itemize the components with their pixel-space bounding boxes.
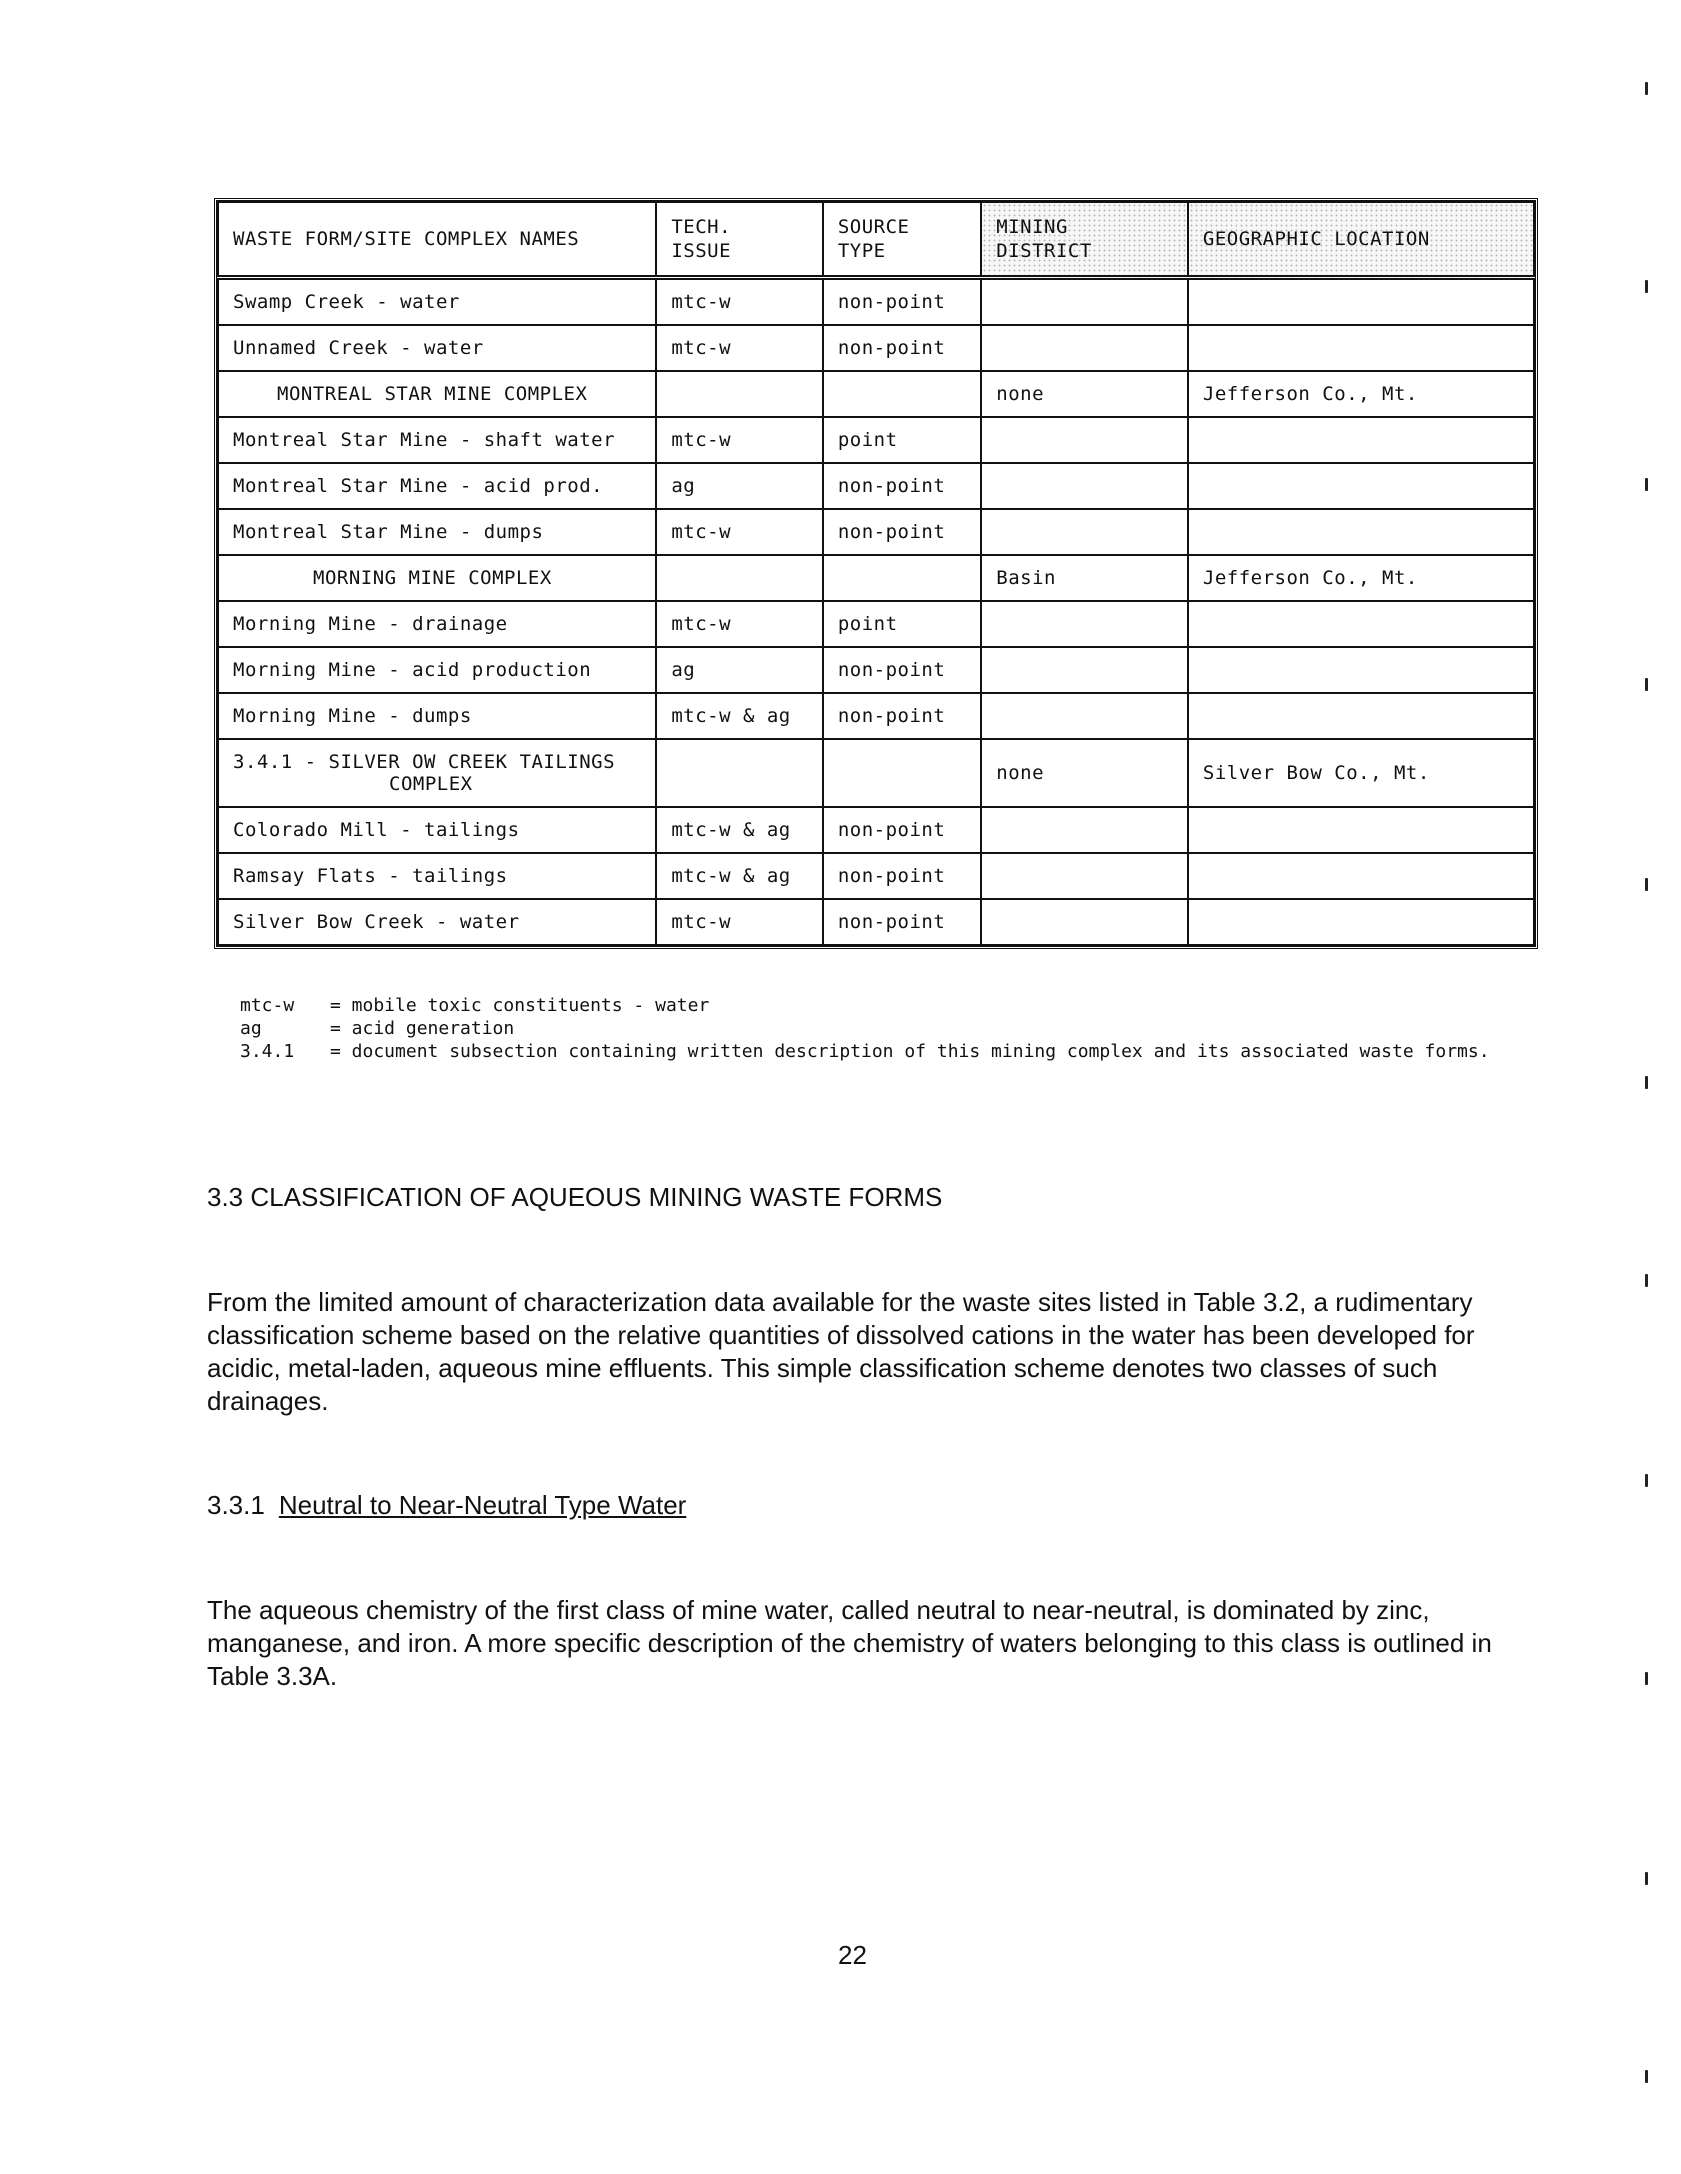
table-footnotes (240, 994, 1540, 1063)
scan-edge-mark (1645, 82, 1648, 95)
footnote-key: 3.4.1 (240, 1041, 295, 1062)
table-row (218, 601, 1534, 647)
header-geographic-location: GEOGRAPHIC LOCATION (1188, 202, 1534, 278)
footnote (240, 1017, 1540, 1040)
cell-district: none (981, 739, 1188, 807)
subsection-title: Neutral to Near-Neutral Type Water (278, 1490, 687, 1520)
cell-name: Silver Bow Creek - water (218, 899, 656, 945)
cell-district (981, 601, 1188, 647)
page-number: 22 (838, 1940, 867, 1970)
cell-tech (656, 555, 823, 601)
footnote-text: = mobile toxic constituents - water (330, 995, 710, 1016)
cell-tech: mtc-w & ag (656, 693, 823, 739)
scan-edge-mark (1645, 478, 1648, 491)
cell-name: Swamp Creek - water (218, 278, 656, 326)
cell-district (981, 807, 1188, 853)
cell-district (981, 463, 1188, 509)
scan-edge-mark (1645, 1872, 1648, 1885)
subsection-number: 3.3.1 (207, 1490, 265, 1520)
table-header-row (218, 202, 1534, 278)
cell-location (1188, 278, 1534, 326)
cell-district (981, 647, 1188, 693)
table-row (218, 371, 1534, 417)
cell-location (1188, 463, 1534, 509)
scan-edge-mark (1645, 1274, 1648, 1287)
cell-name: Montreal Star Mine - shaft water (218, 417, 656, 463)
table-row (218, 555, 1534, 601)
cell-name: Morning Mine - acid production (218, 647, 656, 693)
cell-location (1188, 853, 1534, 899)
table-row (218, 647, 1534, 693)
header-source-type: SOURCE TYPE (823, 202, 981, 278)
cell-source: non-point (823, 325, 981, 371)
cell-location (1188, 417, 1534, 463)
table-row (218, 693, 1534, 739)
cell-tech: ag (656, 647, 823, 693)
section-title: 3.3 CLASSIFICATION OF AQUEOUS MINING WASTE FORMS (207, 1182, 943, 1212)
cell-source: point (823, 417, 981, 463)
cell-name: 3.4.1 - SILVER OW CREEK TAILINGS COMPLEX (218, 739, 656, 807)
table-row (218, 899, 1534, 945)
cell-source: non-point (823, 463, 981, 509)
table-row (218, 325, 1534, 371)
waste-form-table (217, 201, 1535, 946)
cell-source (823, 555, 981, 601)
cell-name: Ramsay Flats - tailings (218, 853, 656, 899)
cell-name: Morning Mine - dumps (218, 693, 656, 739)
scan-edge-mark (1645, 678, 1648, 691)
cell-district: Basin (981, 555, 1188, 601)
cell-name: Colorado Mill - tailings (218, 807, 656, 853)
cell-location (1188, 509, 1534, 555)
cell-district (981, 325, 1188, 371)
cell-location (1188, 601, 1534, 647)
cell-location (1188, 647, 1534, 693)
footnote-key: mtc-w (240, 995, 295, 1016)
header-mining-district: MINING DISTRICT (981, 202, 1188, 278)
header-waste-form: WASTE FORM/SITE COMPLEX NAMES (218, 202, 656, 278)
cell-tech: ag (656, 463, 823, 509)
cell-source: non-point (823, 693, 981, 739)
cell-source: non-point (823, 647, 981, 693)
footnote-text: = document subsection containing written description of this mining complex and its associated waste forms. (330, 1041, 1490, 1062)
paragraph-neutral-water: The aqueous chemistry of the first class of mine water, called neutral to near-neutral, is dominated by zinc, manganese, and iron. A more specific description of the chemistry of waters belonging to this class is outlined in Table 3.3A. (207, 1595, 1492, 1691)
table-row (218, 278, 1534, 326)
cell-district (981, 509, 1188, 555)
footnote (240, 994, 1540, 1017)
cell-tech: mtc-w (656, 278, 823, 326)
cell-source: non-point (823, 853, 981, 899)
table-row (218, 417, 1534, 463)
cell-source: non-point (823, 807, 981, 853)
table-row (218, 509, 1534, 555)
waste-table-frame (214, 198, 1538, 949)
cell-tech: mtc-w (656, 509, 823, 555)
scan-edge-mark (1645, 878, 1648, 891)
scan-edge-mark (1645, 1076, 1648, 1089)
cell-source: non-point (823, 509, 981, 555)
scan-edge-mark (1645, 1672, 1648, 1685)
cell-location: Silver Bow Co., Mt. (1188, 739, 1534, 807)
footnote (240, 1040, 1540, 1063)
cell-source: non-point (823, 899, 981, 945)
cell-name: MORNING MINE COMPLEX (218, 555, 656, 601)
cell-name: Montreal Star Mine - dumps (218, 509, 656, 555)
cell-location (1188, 693, 1534, 739)
cell-source (823, 739, 981, 807)
scan-edge-mark (1645, 280, 1648, 293)
cell-name: Morning Mine - drainage (218, 601, 656, 647)
cell-district (981, 417, 1188, 463)
footnote-key: ag (240, 1018, 262, 1039)
cell-source: point (823, 601, 981, 647)
table-row (218, 463, 1534, 509)
scan-edge-mark (1645, 1474, 1648, 1487)
cell-location (1188, 899, 1534, 945)
cell-location: Jefferson Co., Mt. (1188, 371, 1534, 417)
table-row (218, 739, 1534, 807)
cell-district (981, 693, 1188, 739)
cell-tech: mtc-w (656, 417, 823, 463)
header-tech-issue: TECH. ISSUE (656, 202, 823, 278)
cell-tech: mtc-w & ag (656, 807, 823, 853)
cell-district (981, 278, 1188, 326)
paragraph-intro: From the limited amount of characterization data available for the waste sites listed in Table 3.2, a rudimentary classification scheme based on the relative quantities of dissolved cations in the water has been developed for acidic, metal-laden, aqueous mine effluents. This simple classification scheme denotes two classes of such drainages. (207, 1287, 1475, 1416)
table-row (218, 853, 1534, 899)
cell-tech: mtc-w & ag (656, 853, 823, 899)
cell-source: non-point (823, 278, 981, 326)
cell-location: Jefferson Co., Mt. (1188, 555, 1534, 601)
cell-name: Unnamed Creek - water (218, 325, 656, 371)
cell-district (981, 899, 1188, 945)
cell-district: none (981, 371, 1188, 417)
cell-tech: mtc-w (656, 601, 823, 647)
cell-source (823, 371, 981, 417)
cell-location (1188, 807, 1534, 853)
scan-edge-mark (1645, 2070, 1648, 2083)
cell-name: Montreal Star Mine - acid prod. (218, 463, 656, 509)
table-row (218, 807, 1534, 853)
cell-tech (656, 739, 823, 807)
cell-tech: mtc-w (656, 325, 823, 371)
footnote-text: = acid generation (330, 1018, 515, 1039)
cell-name: MONTREAL STAR MINE COMPLEX (218, 371, 656, 417)
cell-location (1188, 325, 1534, 371)
cell-tech: mtc-w (656, 899, 823, 945)
cell-district (981, 853, 1188, 899)
subsection-heading (207, 1490, 686, 1521)
cell-tech (656, 371, 823, 417)
